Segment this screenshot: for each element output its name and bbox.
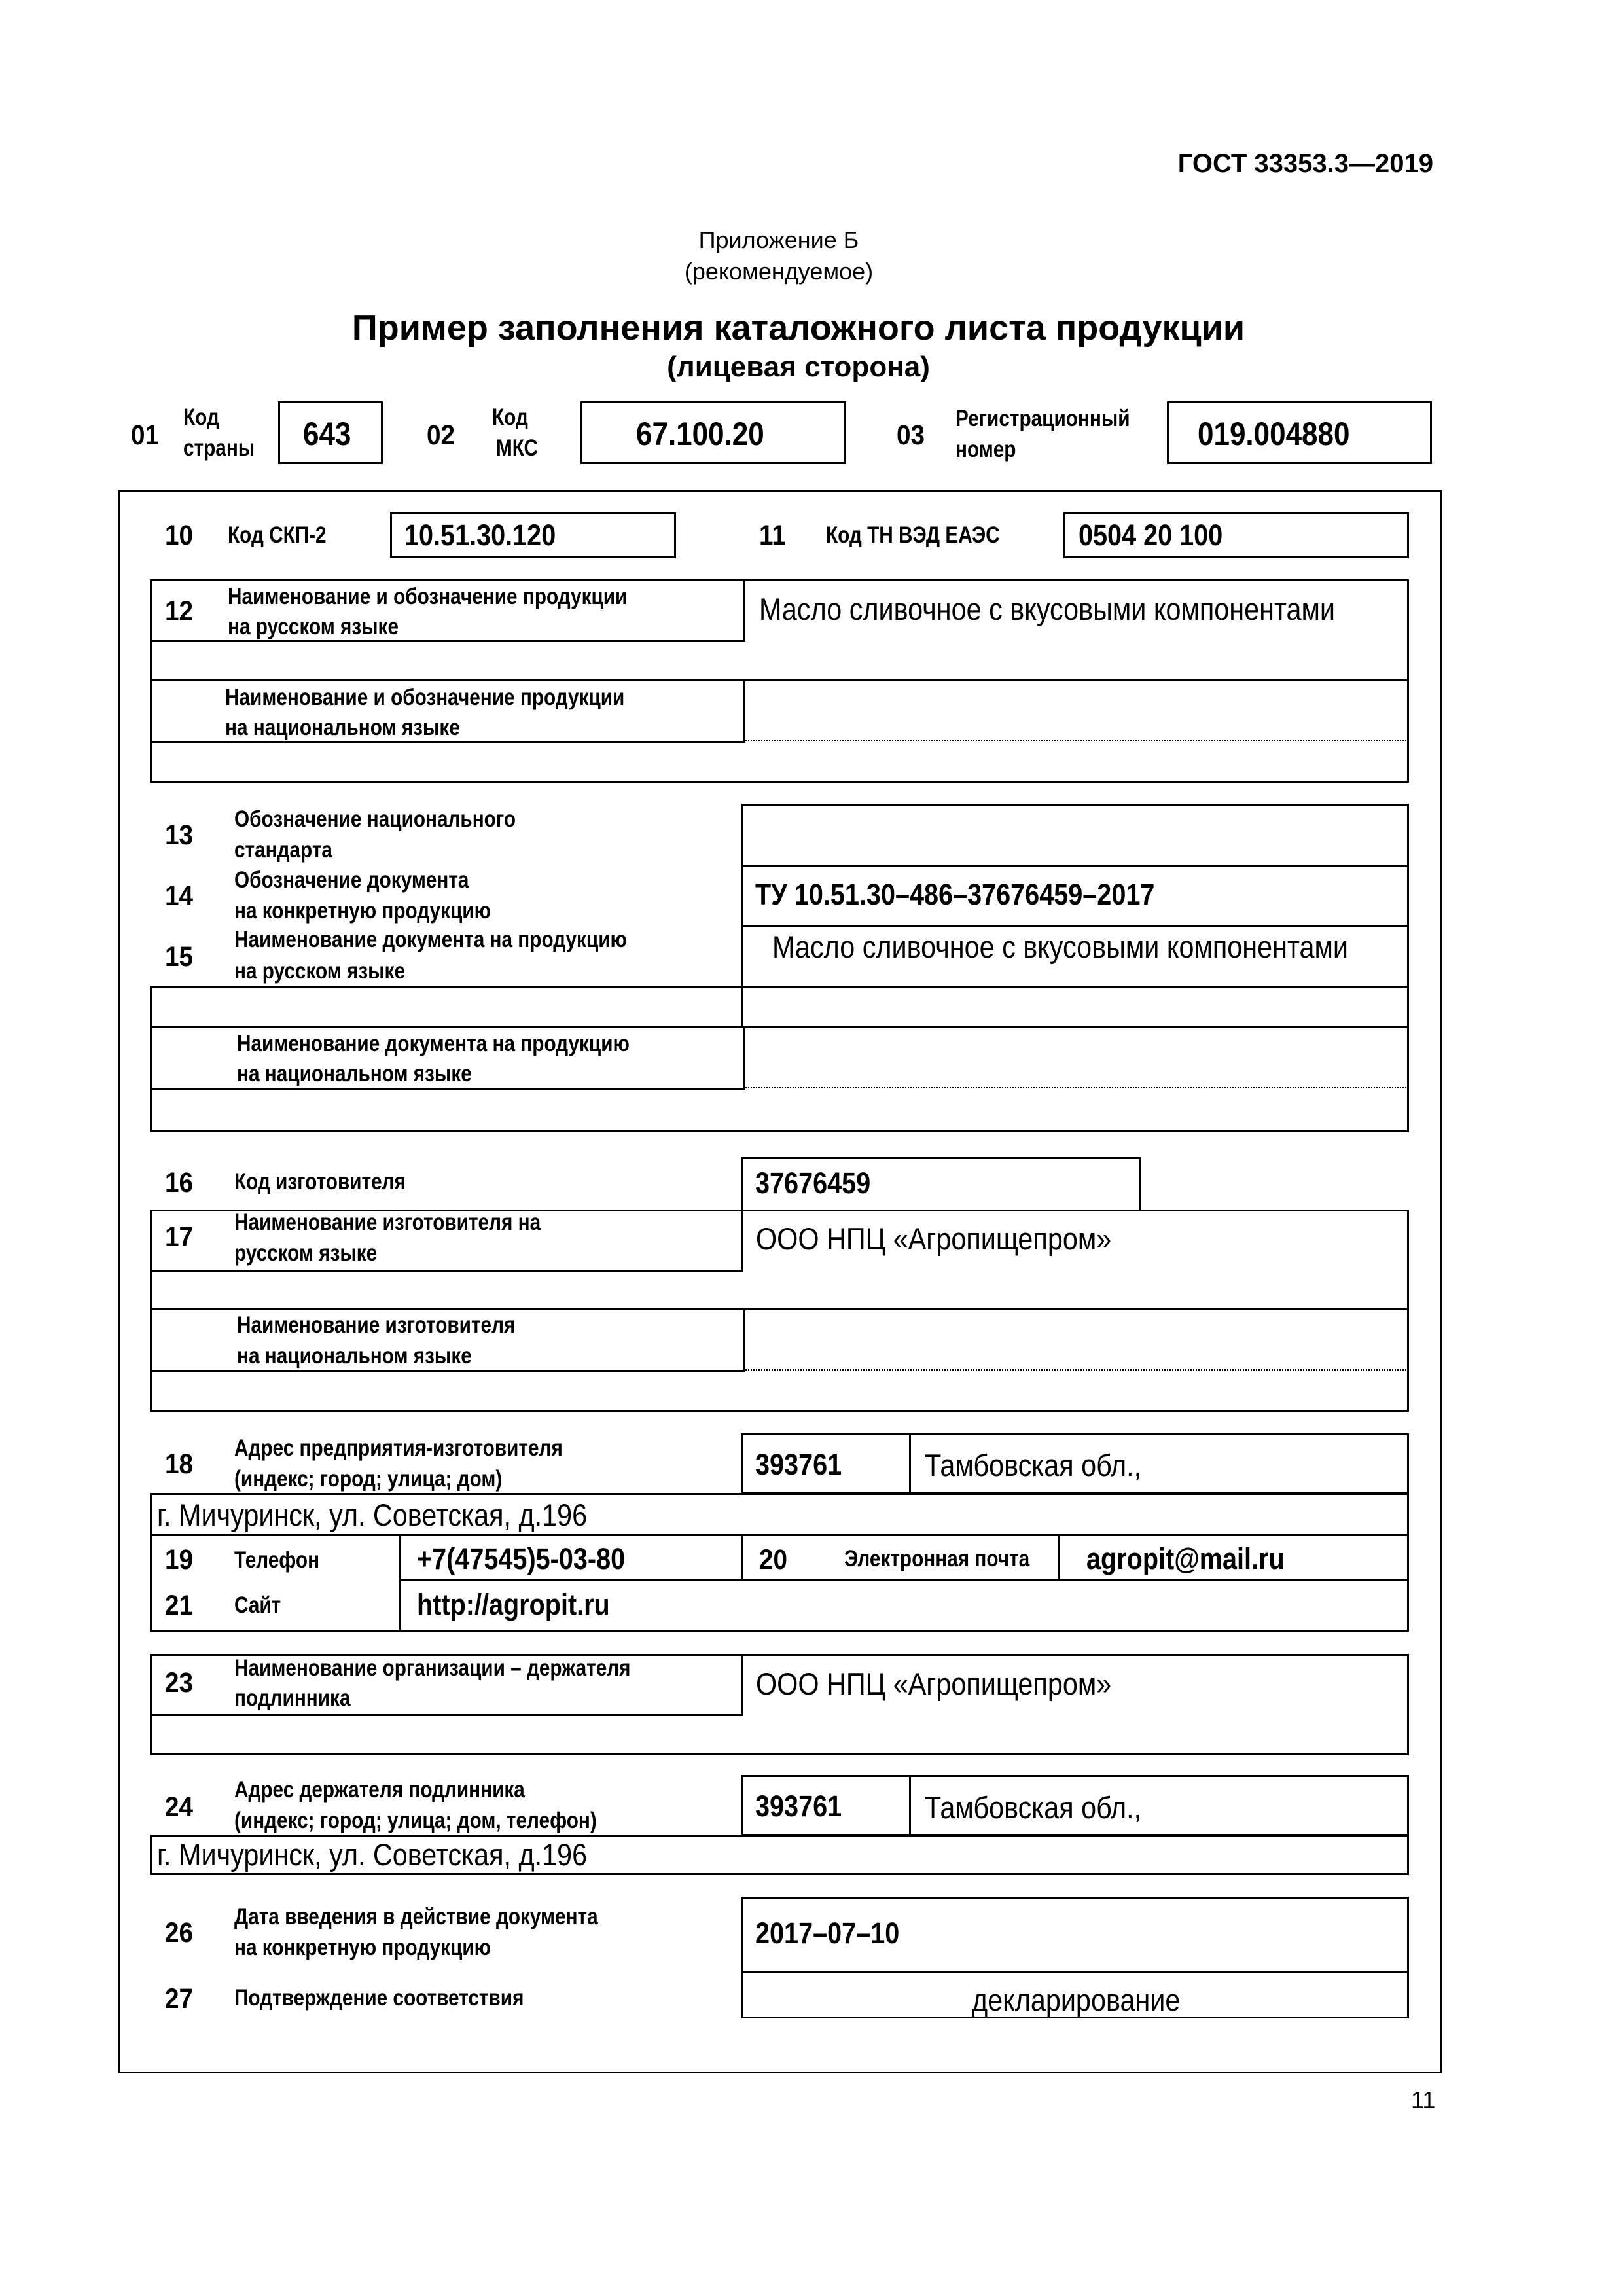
row-12-number: 12: [165, 596, 194, 627]
skp2-code-value: 10.51.30.120: [404, 518, 556, 552]
phone-value: +7(47545)5-03-80: [417, 1542, 626, 1575]
field-01-label1: Код: [183, 404, 219, 430]
appendix-type: (рекомендуемое): [684, 258, 874, 285]
divider: [150, 1714, 743, 1716]
row-13-label2: стандарта: [234, 837, 332, 863]
divider: [741, 865, 1409, 867]
standard-number: ГОСТ 33353.3—2019: [1177, 149, 1433, 178]
row-26-label2: на конкретную продукцию: [234, 1935, 491, 1960]
product-name-ru-value: Масло сливочное с вкусовыми компонентами: [759, 592, 1335, 626]
row-19-number: 19: [165, 1544, 194, 1575]
divider: [150, 679, 1409, 681]
tech-doc-value: ТУ 10.51.30–486–37676459–2017: [755, 878, 1155, 911]
row-12-label1: Наименование и обозначение продукции: [228, 584, 628, 609]
registration-number-value: 019.004880: [1198, 416, 1350, 452]
row-19-label: Телефон: [234, 1547, 320, 1573]
row-15n-label1: Наименование документа на продукцию: [237, 1031, 630, 1056]
divider: [909, 1775, 911, 1836]
address-street-value: г. Мичуринск, ул. Советская, д.196: [157, 1498, 588, 1532]
divider: [1058, 1534, 1060, 1580]
divider: [909, 1433, 911, 1494]
field-02-label2: МКС: [496, 435, 539, 461]
row-23-label1: Наименование организации – держателя: [234, 1655, 631, 1681]
row-26-number: 26: [165, 1917, 194, 1948]
divider: [741, 1534, 743, 1580]
page-subtitle: (лицевая сторона): [667, 351, 930, 383]
row-27-label: Подтверждение соответствия: [234, 1985, 524, 2011]
divider: [150, 1026, 1409, 1028]
row-26-label1: Дата введения в действие документа: [234, 1904, 598, 1929]
field-03-label2: номер: [955, 437, 1016, 462]
row-18-number: 18: [165, 1448, 194, 1480]
row-14-label2: на конкретную продукцию: [234, 898, 491, 924]
email-value: agropit@mail.ru: [1086, 1542, 1285, 1575]
doc-name-ru-value: Масло сливочное с вкусовыми компонентами: [772, 929, 1348, 964]
row-15-label1: Наименование документа на продукцию: [234, 927, 627, 952]
divider: [150, 1534, 1409, 1536]
row-12n-label2: на национальном языке: [225, 715, 460, 740]
appendix-label: Приложение Б: [698, 226, 859, 253]
field-01-label2: страны: [183, 435, 255, 461]
divider: [150, 640, 745, 642]
row-14-label1: Обозначение документа: [234, 867, 469, 893]
row-20-label: Электронная почта: [844, 1546, 1030, 1571]
row-15n-label2: на национальном языке: [237, 1061, 472, 1086]
mks-code-value: 67.100.20: [636, 416, 764, 452]
row-24-label2: (индекс; город; улица; дом, телефон): [234, 1808, 597, 1833]
row-27-number: 27: [165, 1983, 194, 2015]
row-13-label1: Обозначение национального: [234, 806, 516, 832]
manufacturer-name-ru-value: ООО НПЦ «Агропищепром»: [756, 1221, 1112, 1256]
row-11-label: Код ТН ВЭД ЕАЭС: [826, 522, 1000, 548]
field-03-label1: Регистрационный: [955, 406, 1130, 431]
divider: [743, 679, 745, 742]
field-02-label1: Код: [492, 404, 528, 430]
divider: [741, 925, 1409, 927]
divider: [741, 1654, 743, 1715]
divider: [399, 1534, 401, 1632]
row-15-number: 15: [165, 941, 194, 973]
row-12-label2: на русском языке: [228, 614, 399, 639]
row-15-label2: на русском языке: [234, 958, 406, 984]
divider: [745, 1087, 1409, 1088]
row-11-number: 11: [759, 520, 786, 551]
divider: [743, 579, 745, 642]
page-number: 11: [1411, 2087, 1436, 2113]
row-18-label1: Адрес предприятия-изготовителя: [234, 1435, 563, 1461]
effective-date-value: 2017–07–10: [755, 1916, 900, 1950]
row-21-number: 21: [165, 1590, 194, 1621]
row-16-number: 16: [165, 1167, 194, 1198]
divider: [745, 740, 1409, 741]
row-21-label: Сайт: [234, 1592, 281, 1618]
row-17-number: 17: [165, 1221, 194, 1253]
divider: [399, 1579, 1409, 1581]
field-01-number: 01: [131, 420, 160, 451]
row-12n-label1: Наименование и обозначение продукции: [225, 685, 625, 710]
website-value: http://agropit.ru: [417, 1588, 610, 1621]
row-24-number: 24: [165, 1791, 194, 1823]
row-18-label2: (индекс; город; улица; дом): [234, 1466, 503, 1492]
holder-name-value: ООО НПЦ «Агропищепром»: [756, 1666, 1112, 1701]
divider: [745, 1369, 1409, 1371]
address-index-value: 393761: [755, 1448, 842, 1481]
row-23-label2: подлинника: [234, 1685, 351, 1711]
divider: [743, 1308, 745, 1371]
row-10-label: Код СКП-2: [228, 522, 327, 548]
divider: [741, 1210, 743, 1271]
divider: [150, 1270, 743, 1272]
holder-region-value: Тамбовская обл.,: [925, 1790, 1142, 1825]
row-17-label2: русском языке: [234, 1240, 378, 1266]
divider: [741, 1971, 1409, 1973]
country-code-value: 643: [303, 416, 351, 452]
row-14-number: 14: [165, 880, 194, 912]
row-17n-label2: на национальном языке: [237, 1343, 472, 1369]
row-24-label1: Адрес держателя подлинника: [234, 1777, 525, 1803]
field-02-number: 02: [427, 420, 455, 451]
holder-street-value: г. Мичуринск, ул. Советская, д.196: [157, 1837, 588, 1872]
tn-ved-code-value: 0504 20 100: [1079, 518, 1223, 552]
row-23-number: 23: [165, 1667, 194, 1698]
page-title: Пример заполнения каталожного листа продукции: [351, 308, 1245, 348]
field-03-number: 03: [897, 420, 925, 451]
row-17-label1: Наименование изготовителя на: [234, 1210, 541, 1235]
row-17n-label1: Наименование изготовителя: [237, 1312, 516, 1338]
conformity-value: декларирование: [972, 1982, 1181, 2017]
holder-index-value: 393761: [755, 1789, 842, 1823]
divider: [743, 1026, 745, 1089]
row-10-number: 10: [165, 520, 194, 551]
row-16-label: Код изготовителя: [234, 1169, 406, 1194]
row-13-number: 13: [165, 819, 194, 851]
row-20-number: 20: [759, 1544, 788, 1575]
manufacturer-code-value: 37676459: [755, 1166, 871, 1200]
address-region-value: Тамбовская обл.,: [925, 1448, 1142, 1482]
